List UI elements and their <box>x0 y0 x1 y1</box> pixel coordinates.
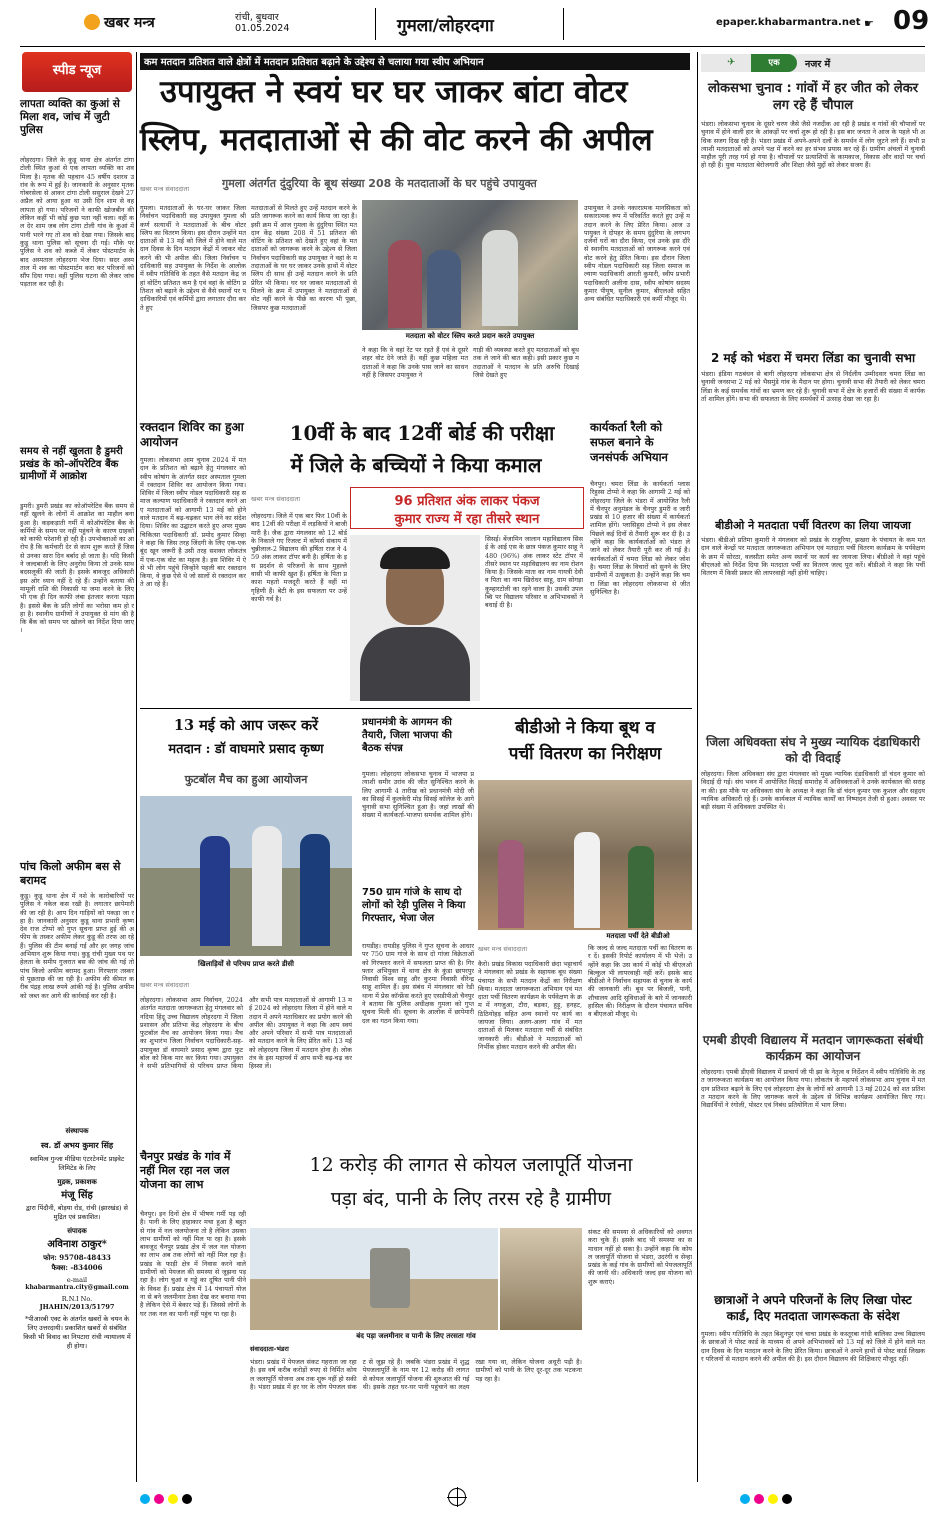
column-rule <box>136 52 137 1482</box>
ganja-headline: 750 ग्राम गांजे के साथ दो लोगों को रेड़ी पुलिस ने किया गिरफ्तार, भेजा जेल <box>362 887 466 924</box>
lead-photo-caption: मतदाता को वोटर स्लिप करते प्रदान करते उपायुक्त <box>405 332 535 340</box>
photo-figure <box>200 836 230 946</box>
photo-figure <box>574 832 600 928</box>
imprint-label: संस्थापक <box>65 1126 89 1135</box>
news-headline: लापता व्यक्ति का कुआं से मिला शव, जांच में जुटी पुलिस <box>20 98 120 136</box>
photo-figure <box>252 826 282 946</box>
imprint-label2: मुद्रक, प्रकाशक <box>57 1177 97 1186</box>
bdo-photo <box>478 780 692 930</box>
imprint-label3: संपादक <box>67 1226 87 1235</box>
photo-hair <box>380 547 450 569</box>
bdo-body-2: कि जल्द से जल्द मतदाता पर्ची का वितरण कर दें। इसकी रिपोर्ट कार्यालय में भी भेजें। उन्होंने कहा कि उस कार्य में कोई भी बीएलओ बिल्कुल भी लापरवाही नहीं करें। इसके बाद बीडीओ ने निर्वाचन सहायक से चुनाव के कार्य की जानकारी ली। बूथ पर बिजली, पानी, शौचालय आदि सुविधाओं के बारे में जानकारी हासिल की। निरीक्षण के दौरान पंचायत सचिव व बीएलओ मौजूद थे। <box>588 944 692 1019</box>
page-number: 09 <box>893 6 930 36</box>
header-divider-2 <box>563 8 564 40</box>
color-bar-left <box>140 1494 192 1504</box>
lead-kicker: कम मतदान प्रतिशत वाले क्षेत्रों में मतदान प्रतिशत बढ़ाने के उद्देश्य से चलाया गया स्वीप अभियान <box>140 53 690 70</box>
imprint-email[interactable]: khabarmantra.city@gmail.com <box>25 1284 129 1291</box>
right-story-headline: 2 मई को भंडरा में चमरा लिंडा का चुनावी सभा <box>710 351 916 365</box>
imprint-rni-label: R.N.I No. <box>61 1295 93 1303</box>
news-body: डुमरी। डुमरी प्रखंड का कोऑपरेटिव बैंक समय से नहीं खुलने के लोगों में आक्रोश का माहौल बना हुआ है। कड़कड़ाती गर्मी में कोऑपरेटिव बैंक के कर्मियों के समय पर नहीं पहुंचने के कारण ग्राहकों को काफी परेशानी हो रही है। उपभोक्ताओं का आरोप है कि कर्मचारी देर से काम शुरू करते हैं जिससे उनका सारा दिन बर्बाद हो जाता है। यदि किसी ने जल्दबाजी के लिए अनुरोध किया तो उनके साथ बदसलूकी की जाती है। इसके बावजूद अधिकारी इस ओर ध्यान नहीं दे रहे हैं। उन्होंने बताया की मामूली राशि की निकासी या जमा करने के लिए भी एक ही दिन काफी लंबा इंतजार करना पड़ता है। इससे बैंक के प्रति लोगों का भरोसा कम हो रहा है। स्थानीय ग्रामीणों ने उपायुक्त से मांग की है कि बैंक को समय पर खोलने का निर्देश दिया जाए। <box>20 502 134 635</box>
speed-news-logo <box>22 52 132 92</box>
news-headline: पांच किलो अफीम बस से बरामद <box>20 860 121 887</box>
right-story-headline: छात्राओं ने अपने परिजनों के लिए लिखा पोस्ट कार्ड, दिए मतदाता जागरूकता के संदेश <box>714 1293 912 1323</box>
right-story-headline: बीडीओ ने मतदाता पर्ची वितरण का लिया जायजा <box>715 519 911 532</box>
ek-tab <box>751 54 797 72</box>
bird-icon: ✈ <box>727 57 736 68</box>
ganja-body: रायडीह। रायडीह पुलिस ने गुप्त सूचना के आधार पर 750 ग्राम गांजे के साथ दो गांजा विक्रेताओं को गिरफ्तार करने में सफलता प्राप्त की है। गिरफ्तार अभियुक्त में थाना क्षेत्र के कुंडा छापरपुर निवासी विश्व साहू और कुरमा निवासी वीरेन्द्र साहू शामिल हैं। इस संबंध में मंगलवार को रेडी थाना में प्रेस कॉन्फ्रेंस करते हुए एसडीपीओ चैनपुर ने बताया कि पुलिस अधीक्षक गुमला को गुप्त सूचना मिली थी। सूचना के आलोक में छापेमारी दल का गठन किया गया। <box>362 942 474 1025</box>
magenta-swatch <box>754 1494 764 1504</box>
speed-news-column <box>20 52 134 1482</box>
header-divider <box>375 8 376 40</box>
lead-body-col3: ने कहा कि वे वहां रेंट पर रहते हैं एवं वे दूसरे शहर वोट देने जाते हैं। वहीं कुछ महिला मतदाताओं ने कहा कि उनके पास जाने का साधन नहीं है जिसपर उपायुक्त ने <box>362 346 468 379</box>
cursor-icon: ☛ <box>864 17 874 30</box>
chainpur-headline: चैनपुर प्रखंड के गांव में नहीं मिल रहा नल जल योजना का लाभ <box>140 1150 231 1191</box>
pankaj-subhead-2: कुमार राज्य में रहा तीसरे स्थान <box>394 512 540 527</box>
lead-body-col2: मतदाताओं से मिलते हुए उन्हें मतदान करने के प्रति जागरूक करने का कार्य किया जा रहा है। इसी क्रम में आज गुमला के दुंदुरिया स्थित मतदान केंद्र संख्या 208 में 51 प्रतिशत की वोटिंग के प्रतिशत को देखते हुए वहां के मतदाताओं को जागरूक करने के उद्देश्य से जिला निर्वाचन पदाधिकारी सह उपायुक्त ने वहां के मतदाताओं के घर घर जाकर उनके हाथों में वोटर स्लिप दी साथ ही उन्हें मतदान करने के प्रति प्रेरित भी किया। घर घर जाकर मतदाताओं से मिलने के क्रम में उपायुक्त ने मतदाताओं से वोट नहीं करने के पीछे का कारण भी पूछा, जिसपर कुछ मतदाताओं <box>251 204 357 312</box>
lead-photo <box>362 200 578 330</box>
section-title: गुमला/लोहरदगा <box>397 16 494 36</box>
yojana-body-2: संकट की समस्या से अधिकारियों को अवगत करा चुके हैं। इसके बाद भी समस्या का समाधान नहीं हो सका है। उन्होंने कहा कि कोयल जलापूर्ति योजना से भंडरा, उदरंगी व सेन्हा प्रखंड के कई गांव के ग्रामीणों को पेयजलापूर्ति की जानी थी। अधिकारी जल्द इस योजना को शुरू कराएं। <box>588 1228 692 1286</box>
may13-headline-2: मतदान : डॉ वाघमारे प्रसाद कृष्ण <box>168 742 324 757</box>
imprint-founder: स्व. डॉ अभय कुमार सिंह <box>40 1140 114 1150</box>
imprint-phone: फोन: 95708-48433 <box>43 1253 111 1262</box>
ek-nazar-banner <box>701 54 925 72</box>
raktdan-headline: रक्तदान शिविर का हुआ आयोजन <box>140 420 244 449</box>
news-body: कुडू। कुडू थाना क्षेत्र में नशे के कारोबारियों पर पुलिस ने नकेल कस रखी है। लगातार छापेमारी की जा रही है। आप दिन गाड़ियों को पकड़ा जा रहा है। जानकारी अनुसार कुडू थाना प्रभारी कृष्णदेव राज टोप्पो को गुप्त सूचना प्राप्त हुई की अफीम के तस्कर अफीम लेकर कुडू की तरफ आ रहे हैं। पुलिस की टीम बनाई गई और हर जगह जांच अभियान शुरू किया गया। कुडू रांची मुख्य पथ पर हेलता के समीप गुजरात बस की जांच की गई तो पांच किलो अफीम बरामद हुआ। गिरफ्तार तस्कर से पूछताछ की जा रही है। अफीम की कीमत करीब पंद्रह लाख रुपये आंकी गई है। पुलिस अफीम को जब्त कर आगे की कार्रवाई कर रही है। <box>20 892 134 1000</box>
news-headline: समय से नहीं खुलता है डुमरी प्रखंड के को-ऑपरेटिव बैंक ग्रामीणों में आक्रोश <box>20 446 123 482</box>
lead-subhead: गुमला अंतर्गत दुंदुरिया के बूथ संख्या 208 के मतदाताओं के घर पहुंचे उपायुक्त <box>222 177 537 190</box>
bdo-headline: बीडीओ ने किया बूथ व <box>515 718 655 738</box>
cyan-swatch <box>740 1494 750 1504</box>
photo-figure <box>388 240 422 328</box>
may13-subhead: फुटबॉल मैच का हुआ आयोजन <box>184 773 308 786</box>
color-bar-right <box>740 1494 792 1504</box>
right-story-body: लोहरदगा। जिला अधिवक्ता संघ द्वारा मंगलवार को मुख्य न्यायिक दंडाधिकारी डॉ चंदन कुमार को विदाई दी गई। संघ भवन में आयोजित विदाई समारोह में अधिवक्ताओं ने उनके कार्यकाल की सराहना की। इस मौके पर अधिवक्ता संघ के अध्यक्ष ने कहा कि डॉ चंदन कुमार एक कुशल और सहृदय न्यायिक अधिकारी रहे हैं। उनके कार्यकाल में न्यायिक कार्यों का निष्पादन तेजी से हुआ। अवसर पर बड़ी संख्या में अधिवक्ता उपस्थित थे। <box>701 770 925 812</box>
right-story-headline: एमबी डीएवी विद्यालय में मतदान जागरूकता संबंधी कार्यक्रम का आयोजन <box>702 1033 924 1063</box>
brand-logo-icon <box>84 14 100 30</box>
byline: खबर मन्त्र संवाददाता <box>140 185 190 193</box>
chainpur-body: चैनपुर। इन दिनों क्षेत्र में भीषण गर्मी पड़ रही है। पानी के लिए हाहाकार मचा हुआ है बहुत से गांव में नल जलयोजना तो है लेकिन उसका लाभ ग्रामीणों को नहीं मिल पा रहा है। इसके बावजूद चैनपुर प्रखंड क्षेत्र में जल नल योजना का लाभ अब तक लोगों को नहीं मिल रहा है। प्रखंड के फाड़ी क्षेत्र में निवास करने वाले ग्रामीणों को पेयजल की समस्या से जूझना पड़ रहा है। लोग चुआं व गड्ढे का दूषित पानी पीने के विवश हैं। प्रखंड क्षेत्र में 14 पंचायतों योजना से बने जलमीनार ठेका देख कर बनाया गया है लेकिन ऐसे में बेकार पड़े हैं। जिससे लोगों के घर तक नल का पानी नहीं पहुंच पा रहा है। <box>140 1210 246 1318</box>
registration-mark-icon <box>448 1488 466 1506</box>
photo-figure <box>427 250 461 328</box>
photo-figure <box>498 840 524 928</box>
imprint-editor: अविनाश ठाकुर* <box>47 1239 107 1250</box>
yojana-headline: 12 करोड़ की लागत से कोयल जलापूर्ति योजना <box>309 1154 633 1176</box>
magenta-swatch <box>154 1494 164 1504</box>
photo-tank <box>370 1248 410 1308</box>
football-photo <box>140 796 352 956</box>
pankaj-body: सिसई। बेंजामिन जालान महाविद्यालय सिसई के आई एस के छात्र पंकज कुमार साहू ने 480 (96%) अंक लाकर स्टेट टॉपर में तीसरे स्थान पर महाविद्यालय का नाम रोशन किया है। जिसके माता का नाम गायत्री देवी व पिता का नाम खिरोधर साहू, ग्राम सोगड़ा कुम्हारटोली का रहने वाला है। उसकी उपलब्धि पर विद्यालय परिवार व अभिभावकों ने बधाई दी है। <box>485 535 583 610</box>
cyan-swatch <box>140 1494 150 1504</box>
yellow-swatch <box>168 1494 178 1504</box>
photo-shirt <box>360 627 470 701</box>
may13-headline: 13 मई को आप जरूर करें <box>173 717 319 734</box>
lead-body-col4: गाड़ी की व्यवस्था करते हुए मतदाताओं को बूथ तक ले जाने की बात कही। इसी प्रकार कुछ मतदाताओं ने मतदान के प्रति अरुचि दिखाई जिसे देखते हुए <box>473 346 579 379</box>
section-rule <box>140 708 692 709</box>
student-photo <box>350 535 480 701</box>
imprint-fax: फैक्स: -834006 <box>51 1263 103 1272</box>
imprint-box <box>20 1122 134 1472</box>
pm-visit-headline: प्रधानमंत्री के आगमन की तैयारी, जिला भाजपा की बैठक संपन्न <box>362 717 452 754</box>
byline: खबर मन्त्र संवाददाता <box>140 981 190 989</box>
board-headline-2: में जिले के बच्चियों ने किया कमाल <box>290 453 542 477</box>
photo-figure <box>300 834 330 946</box>
yojana-headline-2: पड़ा बंद, पानी के लिए तरस रहे है ग्रामीण <box>330 1188 612 1210</box>
column-rule <box>697 52 698 1482</box>
photo-figure <box>628 846 654 928</box>
black-swatch <box>182 1494 192 1504</box>
karyakarta-headline: कार्यकर्ता रैली को सफल बनाने के जनसंपर्क अभियान <box>590 420 668 464</box>
yojana-photo-1 <box>250 1228 498 1330</box>
bdo-headline-2: पर्ची वितरण का निरीक्षण <box>508 744 662 764</box>
yojana-body: भंडरा। प्रखंड में पेयजल संकट गहराता जा रहा है। इस वर्ष करीब करोड़ों रुपए से निर्मित कोयल जलापूर्ति योजना अब तक शुरू नहीं हो सकी है। भंडरा प्रखंड में हर घर के लोग पेयजल संकट से जूझ रहे हैं। जबकि भंडरा प्रखंड में शुद्ध पेयजलापूर्ति के नाम पर 12 करोड़ की लागत से कोयल जलापूर्ति योजना की शुरुआत की गई थी। इसके तहत घर-घर पानी पहुंचाने का लक्ष्य रखा गया था, लेकिन योजना अधूरी पड़ी है। ग्रामीणों को पानी के लिए दूर-दूर तक भटकना पड़ रहा है। <box>250 1358 582 1391</box>
right-story-body: भंडरा। बीडीओ प्रतिमा कुमारी ने मंगलवार को प्रखंड के राजुरिया, झखरा के पंचायत के कम मतदान वाले केन्द्रों पर मतदाता जागरूकता अभियान एवं मतदाता पर्ची वितरण कार्यक्रम के पर्यवेक्षण के क्रम में सोरठा, वलसौता समेत अन्य स्थानों पर कार्य का जायजा लिया। बीडीओ ने वहां पहुंचे बीएलओ को निर्देश दिया कि मतदाता पर्ची का वितरण जल्द पूरा करें। बीडीओ ने कहा कि पर्ची वितरण में किसी प्रकार की लापरवाही नहीं होनी चाहिए। <box>701 536 925 578</box>
pm-visit-body: गुमला। लोहरदगा लोकसभा चुनाव में भाजपा प्रत्याशी समीर उरांव की जीत सुनिश्चित करने के लिए आगामी 4 तारीख को प्रधानमंत्री मोदी जी का सिसई में कुलकेरी मोड़ सिसई कॉलेज के आगे चुनावी सभा सुनिश्चित हुआ है। जहां लाखों की संख्या में कार्यकर्ता-भाजपा समर्थक शामिल होंगे। <box>362 770 474 820</box>
masthead <box>0 0 945 48</box>
imprint-publisher: मंजू सिंह <box>61 1190 93 1201</box>
right-story-body: भंडरा। इंडिया गठबंधन से बागी लोहरदगा लोकसभा क्षेत्र से निर्दलीय उम्मीदवार चमरा लिंडा का चुनावी जनसभा 2 मई को भैसमुंडे गांव के मैदान पर होगा। चुनावी सभा की तैयारी को लेकर चमरा लिंडा के कई समर्थक गांवों का भ्रमण कर रहे हैं। चुनावी सभा में क्षेत्र के हजारों की संख्या में कार्यकर्ता शामिल होंगे। सभा की सफलता के लिए समर्थकों में उत्साह देखा जा रहा है। <box>701 370 925 403</box>
header-rule <box>20 46 925 47</box>
may13-body: लोहरदगा। लोकसभा आम निर्वाचन, 2024 अंतर्गत मतदाता जागरूकता हेतु मंगलवार को नदिया हिंदू उच्च विद्यालय लोहरदगा में जिला प्रशासन और प्रतिभा केंद्र लोहरदगा के बीच फुटबॉल मैच का आयोजन किया गया। मैच का शुभारंभ जिला निर्वाचन पदाधिकारी-सह-उपायुक्त डॉ वाघमारे प्रसाद कृष्ण द्वारा फुटबॉल को किक मार कर किया गया। उपायुक्त ने सभी प्रतिभागियों से परिचय प्राप्त किया और सभी पात्र मतदाताओं से आगामी 13 मई 2024 को लोहरदगा जिला में होने वाले मतदान में अपने मताधिकार का प्रयोग करने की अपील की। उपायुक्त ने कहा कि आप स्वयं और अपने परिवार में सभी पात्र मतदाताओं को मतदान करने के लिए प्रेरित करें। 13 मई को लोहरदगा जिला में मतदान होना है। लोकतंत्र के इस महापर्व में आप सभी बढ़-चढ़ कर हिस्सा लें। <box>140 996 352 1071</box>
lead-headline-2: स्लिप, मतदाताओं से की वोट करने की अपील <box>140 122 653 158</box>
right-story-headline: जिला अधिवक्ता संघ ने मुख्य न्यायिक दंडाधिकारी को दी विदाई <box>706 735 920 765</box>
lead-body-col1: गुमला। मतदाताओं के घर-घर जाकर जिला निर्वाचन पदाधिकारी सह उपायुक्त गुमला श्री कर्ण सत्यार्थी ने मतदाताओं के बीच वोटर स्लिप का वितरण किया। इस दौरान उन्होंने मतदाताओं से 13 मई को जिले में होने वाले मतदान दिवस के दिन मतदान केंद्रों में जाकर वोट करने की भी अपील की। जिला निर्वाचन पदाधिकारी सह उपायुक्त के निर्देश के आलोक में स्वीप गतिविधि के तहत वैसे मतदान केंद्र जहां वोटिंग प्रतिशत कम है एवं वहां के वोटिंग प्रतिशत को बढ़ाने के उद्देश्य से वैसे स्थानों पर पदाधिकारियों एवं कर्मियों द्वारा लगातार दौरा करते हुए <box>140 204 246 312</box>
news-body: लोहरदगा। जिले के कुडू थाना क्षेत्र अंतर्गत टांगा टोली स्थित कुआं से एक लापता व्यक्ति का शव मिला है। मृतक की पहचान 45 वर्षीय दशरथ उरांव के रूप में हुई है। जानकारी के अनुसार मृतक गोबरसेला से आकर टांगा टोली ससुराल देखने 27 अप्रैल को आया हुआ था उसी दिन शाम से वह लापता हो गया। परिजनों ने काफी खोजबीन की लेकिन कहीं भी कोई कुछ पता नहीं चला। वहीं कल देर शाम जब लोग टांगा टोली गांव के कुआं में पानी भरने गए तो शव को देखा गया। जिसके बाद कुडू थाना पुलिस को सूचना दी गई। मौके पर पुलिस ने शव को कब्जे में लेकर पोस्टमार्टम के बाद अस्पताल लोहरदगा भेज दिया। सदर अस्पताल में शव का पोस्टमार्टम करा कर परिजनों को सौंप दिया गया। वहीं पुलिस घटना की लेकर जांच पड़ताल कर रही है। <box>20 156 134 289</box>
board-headline: 10वीं के बाद 12वीं बोर्ड की परीक्षा <box>289 421 555 445</box>
byline: खबर मन्त्र संवाददाता <box>478 945 528 953</box>
pankaj-subhead-1: 96 प्रतिशत अंक लाकर पंकज <box>394 494 540 509</box>
imprint-note: *पीआरबी एक्ट के अंतर्गत खबरों के चयन के लिए उत्तरदायी। प्रकाशित खबरों से संबंधित किसी भी विवाद का निपटारा रांची न्यायालय में ही होगा। <box>23 1315 131 1350</box>
byline: खबर मन्त्र संवाददाता <box>251 495 301 503</box>
right-story-body: गुमला। स्वीप गतिविधि के तहत बिशुनपुर एवं चाचा प्रखंड के कस्तूरबा गांधी बालिका उच्च विद्यालय के छात्राओं ने पोस्ट कार्ड के माध्यम से अपने अभिभावकों को 13 मई को जिले में होने वाले मतदान दिवस के दिन मतदान करने के लिए प्रेरित किया। छात्राओं ने अपने हाथों से पोस्ट कार्ड लिखकर परिजनों से मतदान करने की अपील की है। इस दौरान विद्यालय की शिक्षिकाएं मौजूद रहीं। <box>701 1330 925 1363</box>
pankaj-subhead <box>350 487 584 529</box>
yellow-swatch <box>768 1494 778 1504</box>
bdo-photo-caption: मतदाता पर्ची देते बीडीओ <box>606 932 670 940</box>
bdo-body: कैरो। प्रखंड विकास पदाधिकारी छंदा भट्टाचार्य ने मंगलवार को प्रखंड के सहायक बूथ संख्या पंचायत के सभी मतदान केंद्रों का निरीक्षण किया। मतदाता जागरूकता अभियान एवं मतदाता पर्ची वितरण कार्यक्रम के पर्यवेक्षण के क्रम में नगजुआ, टौरा, बड़का, हुड़ू, हनहट, ठिठियोहड़ सहित अन्य स्थानों पर कार्य का जायजा लिया। अलग-अलग गांव में मतदाताओं से मिलकर मतदाता पर्ची से संबंधित जानकारी ली। बीडीओ ने मतदाताओं को निर्भीक होकर मतदान करने की अपील की। <box>478 960 582 1051</box>
lead-headline: उपायुक्त ने स्वयं घर घर जाकर बांटा वोटर <box>160 74 628 110</box>
black-swatch <box>782 1494 792 1504</box>
issue-date: 01.05.2024 <box>235 23 290 34</box>
right-story-body: भंडरा। लोकसभा चुनाव के दूसरे चरण जैसे जैसे नजदीक आ रही है प्रखंड व गांवों की चौपालों पर चुनाव में होने वाली हार के आंकड़ों पर चर्चा शुरू हो रही है। इस बार जनता ने आज के पहले भी अधिक सजग दिख रही है। भंडरा प्रखंड में अपने-अपने दलों के समर्थन में लोग जुटने लगे हैं। सभी प्रत्याशी मतदाताओं को अपने पक्ष में करने का हर संभव प्रयास कर रहे हैं। ग्रामीण अंचलों में चुनावी माहौल पूरी तरह गर्म हो गया है। चौपालों पर प्रत्याशियों के कामकाज, विकास और वादों पर चर्चा हो रही है। युवा मतदाता बेरोजगारी और शिक्षा जैसे मुद्दों को लेकर सजग हैं। <box>701 120 925 170</box>
brand-name: खबर मन्त्र <box>104 15 155 31</box>
imprint-rni: JHAHIN/2013/51797 <box>39 1303 115 1311</box>
right-story-headline: लोकसभा चुनाव : गांवों में हर जीत को लेकर लग रहे हैं चौपाल <box>707 81 919 113</box>
nazar-label: नजर में <box>805 59 831 70</box>
yojana-photo-2 <box>500 1228 582 1330</box>
byline: संवाददाता-भंडरा <box>250 1345 289 1353</box>
right-story-body: लोहरदगा। एमबी डीएवी विद्यालय में प्राचार्य जी पी झा के नेतृत्व व निर्देशन में स्वीप गतिविधि के तहत जागरूकता कार्यक्रम का आयोजन किया गया। लोकतंत्र के महापर्व लोकसभा आम चुनाव में मतदान प्रतिशत बढ़ाने के लिए एवं लोहरदगा क्षेत्र के लोगों को आगामी 13 मई 2024 को शत प्रतिशत मतदान करने के लिए जागरूक करने के उद्देश्य से विभिन्न कार्यक्रम आयोजित किए गए। विद्यार्थियों ने रंगोली, पोस्टर एवं निबंध प्रतियोगिता में भाग लिया। <box>701 1068 925 1110</box>
board-body: लोहरदगा। जिले में एक बार फिर 10वीं के बाद 12वीं की परीक्षा में लड़कियों ने बाजी मारी है। जैक द्वारा मंगलवार को 12 बोर्ड के निकाले गए रिजल्ट में कॉमर्स संकाय में चुन्नीलाल-2 विद्यालय की हर्षिता राज ने 459 अंक लाकर टॉपर बनी है। हर्षिता के इस प्रदर्शन से परिजनों के साथ मुहल्ले वासी भी काफी खुश हैं। हर्षिता के पिता प्रकाश महतो मजदूरी करते हैं वहीं मां गृहिणी हैं। बेटी के इस सफलता पर उन्हें काफी गर्व है। <box>251 512 347 603</box>
imprint-email-label: e-mail <box>66 1276 88 1284</box>
football-photo-caption: खिलाड़ियों से परिचय प्राप्त करते डीसी <box>198 960 294 968</box>
raktdan-body: गुमला। लोकसभा आम चुनाव 2024 में मतदान के प्रतिशत को बढ़ाने हेतु मंगलवार को स्वीप कोषांग के अंतर्गत सदर अस्पताल गुमला में रक्तदान शिविर का आयोजन किया गया। शिविर में जिला स्वीप नोडल पदाधिकारी सह समाज कल्याण पदाधिकारी ने रक्तदान करने आए मतदाताओं को आगामी 13 मई को होने वाले मतदान में बढ़-चढ़कर भाग लेने का संदेश दिया। शिविर का उद्घाटन करते हुए अपर मुख्य चिकित्सा पदाधिकारी डॉ. प्रमोद कुमार सिन्हा ने कहा कि जिस तरह जिंदगी के लिए एक-एक बूंद खून जरूरी है उसी तरह सशक्त लोकतंत्र में एक-एक वोट का महत्व है। इस शिविर में ऐसे भी लोग पहुंचे जिन्होंने पहली बार रक्तदान किया, वे कुछ ऐसे थे जो सालों से रक्तदान करते आ रहे हैं। <box>140 456 246 589</box>
karyakarta-body: चैनपुर। चमरा लिंडा के कार्यकर्ता प्लासरिहुस्स टोप्पो ने कहा कि आगामी 2 मई को लोहरदगा जिले के भंडरा में आयोजित रैली में चैनपुर अनुमंडल के चैनपुर डुमरी व जारी प्रखंड से 10 हजार की संख्या में कार्यकर्ता शामिल होंगे। प्लासिहुस टोप्पो ने इस लेकर पिछले कई दिनों से तैयारी शुरू कर दी है। उन्होंने कहा कि कार्यकर्ताओं को भंडरा ले जाने को लेकर तैयारी पूरी कर ली गई है। कार्यकर्ताओं में चमरा लिंडा को लेकर जोश है। चमरा लिंडा के विचारों को सुनने के लिए ग्रामीणों में उत्सुकता है। उन्होंने कहा कि चमरा लिंडा का लोहरदगा लोकसभा से जीत सुनिश्चित है। <box>590 480 690 596</box>
reg-line <box>447 1497 467 1498</box>
website-url[interactable]: epaper.khabarmantra.net <box>716 17 861 28</box>
yojana-photo-caption: बंद पड़ा जलमीनार व पानी के लिए तरसता गांव <box>356 1332 476 1340</box>
lead-body-col5: उपायुक्त ने उनके नकारात्मक मानसिकता को सकारात्मक रूप में परिवर्तित करते हुए उन्हें मतदान करने के लिए प्रेरित किया। आज उपायुक्त ने दोपहर के समय दुंदुरिया के लगभग दर्जनों घरों का दौरा किया, एवं उनके इस दौरे से स्थानीय मतदाताओं को जागरूक करने एवं वोट करने हेतु प्रेरित किया। इस दौरान जिला स्वीप नोडल पदाधिकारी सह जिला समाज कल्याण पदाधिकारी आरती कुमारी, स्वीप प्रभारी पदाधिकारी अलीना दास, स्वीप कोषांग सदस्य कुमार पीयूष, सुनील कुमार, बीएलओ सहित अन्य संबंधित पदाधिकारी एवं कर्मी मौजूद थे। <box>584 204 690 304</box>
ek-tab-label: एक <box>768 58 780 68</box>
imprint-address: द्वारा पिंदौनी, बोड़या रोड, रांची (झारखंड) से मुद्रित एवं प्रकाशित। <box>26 1204 128 1221</box>
imprint-owner: स्वामित्व गुन्जा मीडिया एंटरटेनमेंट प्राइवेट लिमिटेड के लिए <box>29 1155 125 1172</box>
photo-figure <box>482 230 518 326</box>
city-day: रांची, बुधवार <box>235 12 279 23</box>
speed-news-logo-text: स्पीड न्यूज <box>52 63 102 78</box>
